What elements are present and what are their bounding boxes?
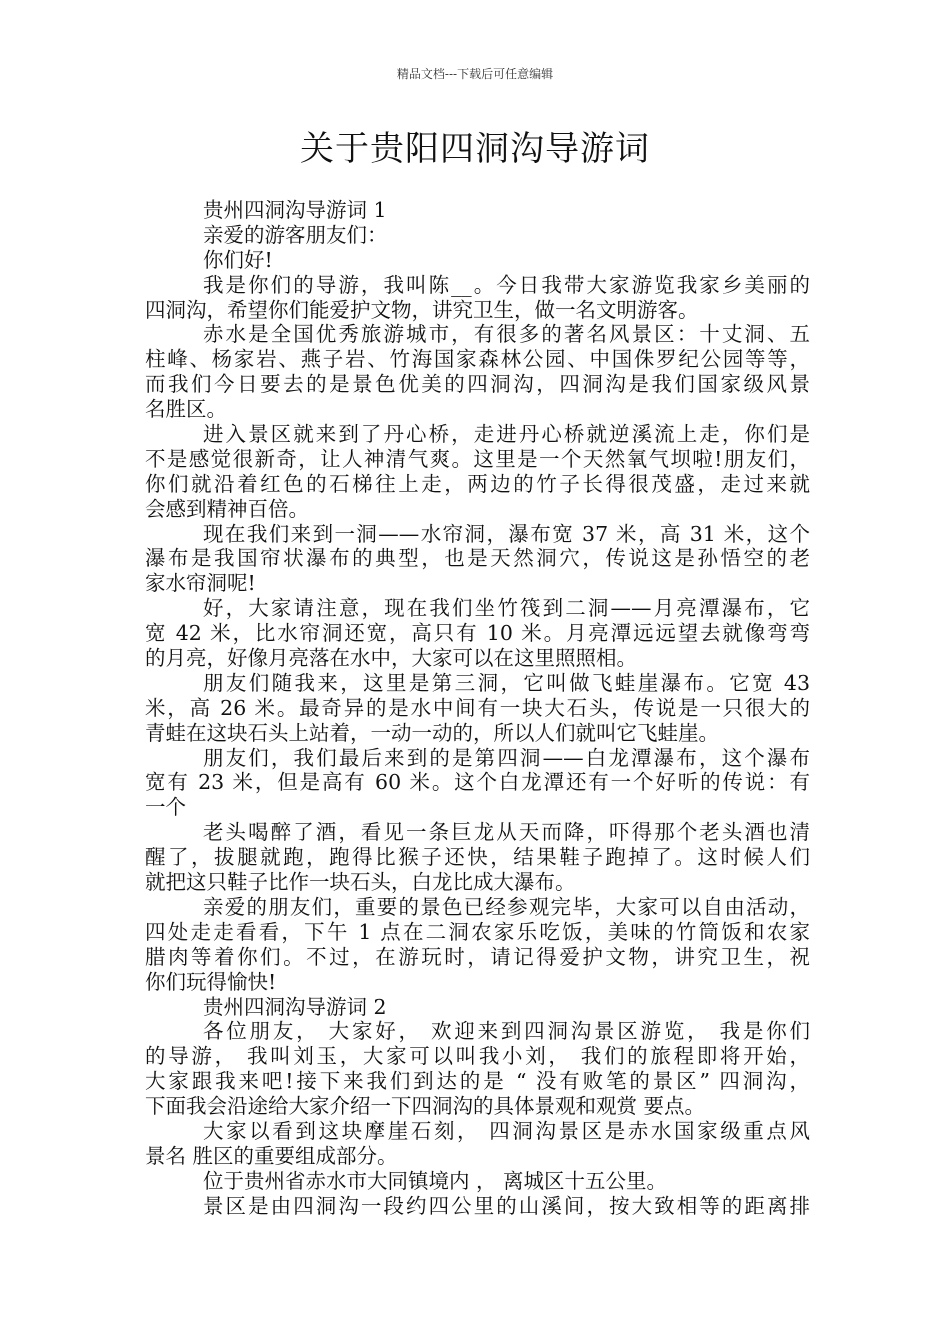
text-line: 一个 bbox=[145, 795, 186, 820]
text-line: 大家以看到这块摩崖石刻， 四洞沟景区是赤水国家级重点风 bbox=[203, 1118, 810, 1143]
text-line: 贵州四洞沟导游词 1 bbox=[203, 198, 387, 222]
text-line: 好，大家请注意，现在我们坐竹筏到二洞——月亮潭瀑布，它 bbox=[203, 596, 810, 621]
text-line: 而我们今日要去的是景色优美的四洞沟，四洞沟是我们国家级风景 bbox=[145, 372, 810, 397]
text-line: 景名 胜区的重要组成部分。 bbox=[145, 1143, 398, 1168]
text-line: 瀑布是我国帘状瀑布的典型，也是天然洞穴，传说这是孙悟空的老 bbox=[145, 546, 810, 571]
text-line: 亲爱的游客朋友们： bbox=[203, 222, 388, 247]
text-line: 柱峰、杨家岩、燕子岩、竹海国家森林公园、中国侏罗纪公园等等， bbox=[145, 347, 810, 372]
text-line: 宽 42 米，比水帘洞还宽，高只有 10 米。月亮潭远远望去就像弯弯 bbox=[145, 621, 810, 646]
document-title: 关于贵阳四洞沟导游词 bbox=[300, 129, 650, 169]
text-line: 朋友们，我们最后来到的是第四洞——白龙潭瀑布，这个瀑布 bbox=[203, 745, 810, 770]
text-line: 你们玩得愉快! bbox=[145, 969, 277, 994]
text-line: 现在我们来到一洞——水帘洞，瀑布宽 37 米，高 31 米，这个 bbox=[203, 521, 810, 546]
text-line: 名胜区。 bbox=[145, 397, 227, 422]
text-line: 宽有 23 米，但是高有 60 米。这个白龙潭还有一个好听的传说：有 bbox=[145, 770, 810, 795]
text-line: 大家跟我来吧!接下来我们到达的是 “ 没有败笔的景区” 四洞沟， bbox=[145, 1069, 810, 1094]
text-line: 各位朋友， 大家好， 欢迎来到四洞沟景区游览， 我是你们 bbox=[203, 1019, 810, 1044]
text-line: 你们好! bbox=[203, 247, 273, 272]
text-line: 的导游， 我叫刘玉，大家可以叫我小刘， 我们的旅程即将开始， bbox=[145, 1044, 810, 1069]
text-line: 米，高 26 米。最奇异的是水中间有一块大石头，传说是一只很大的 bbox=[145, 695, 810, 720]
text-line: 我是你们的导游，我叫陈__。今日我带大家游览我家乡美丽的 bbox=[203, 272, 810, 297]
text-line: 腊肉等着你们。不过，在游玩时，请记得爱护文物，讲究卫生，祝 bbox=[145, 944, 810, 969]
text-line: 朋友们随我来，这里是第三洞，它叫做飞蛙崖瀑布。它宽 43 bbox=[203, 670, 810, 695]
text-line: 家水帘洞呢! bbox=[145, 571, 256, 596]
header-note: 精品文档---下载后可任意编辑 bbox=[396, 67, 554, 81]
text-line: 你们就沿着红色的石梯往上走，两边的竹子长得很茂盛，走过来就 bbox=[145, 471, 810, 496]
text-line: 青蛙在这块石头上站着，一动一动的，所以人们就叫它飞蛙崖。 bbox=[145, 720, 719, 745]
text-line: 的月亮，好像月亮落在水中，大家可以在这里照照相。 bbox=[145, 646, 637, 671]
document-body bbox=[145, 198, 810, 1219]
text-line: 下面我会沿途给大家介绍一下四洞沟的具体景观和观赏 要点。 bbox=[145, 1094, 706, 1119]
text-line: 醒了，拔腿就跑，跑得比猴子还快，结果鞋子跑掉了。这时候人们 bbox=[145, 845, 810, 870]
text-line: 老头喝醉了酒，看见一条巨龙从天而降，吓得那个老头酒也清 bbox=[203, 820, 810, 845]
text-line: 景区是由四洞沟一段约四公里的山溪间，按大致相等的距离排 bbox=[203, 1193, 810, 1218]
text-line: 位于贵州省赤水市大同镇境内 ， 离城区十五公里。 bbox=[203, 1168, 668, 1193]
text-line: 进入景区就来到了丹心桥，走进丹心桥就逆溪流上走，你们是 bbox=[203, 422, 810, 447]
text-line: 会感到精神百倍。 bbox=[145, 496, 309, 521]
text-line: 不是感觉很新奇，让人神清气爽。这里是一个天然氧气坝啦!朋友们， bbox=[145, 446, 810, 471]
text-line: 赤水是全国优秀旅游城市，有很多的著名风景区：十丈洞、五 bbox=[203, 322, 810, 347]
text-line: 四处走走看看，下午 1 点在二洞农家乐吃饭，美味的竹筒饭和农家 bbox=[145, 919, 810, 944]
text-line: 亲爱的朋友们，重要的景色已经参观完毕，大家可以自由活动， bbox=[203, 894, 810, 919]
text-line: 贵州四洞沟导游词 2 bbox=[203, 994, 387, 1019]
text-line: 就把这只鞋子比作一块石头，白龙比成大瀑布。 bbox=[145, 870, 576, 895]
text-line: 四洞沟，希望你们能爱护文物，讲究卫生，做一名文明游客。 bbox=[145, 297, 699, 322]
